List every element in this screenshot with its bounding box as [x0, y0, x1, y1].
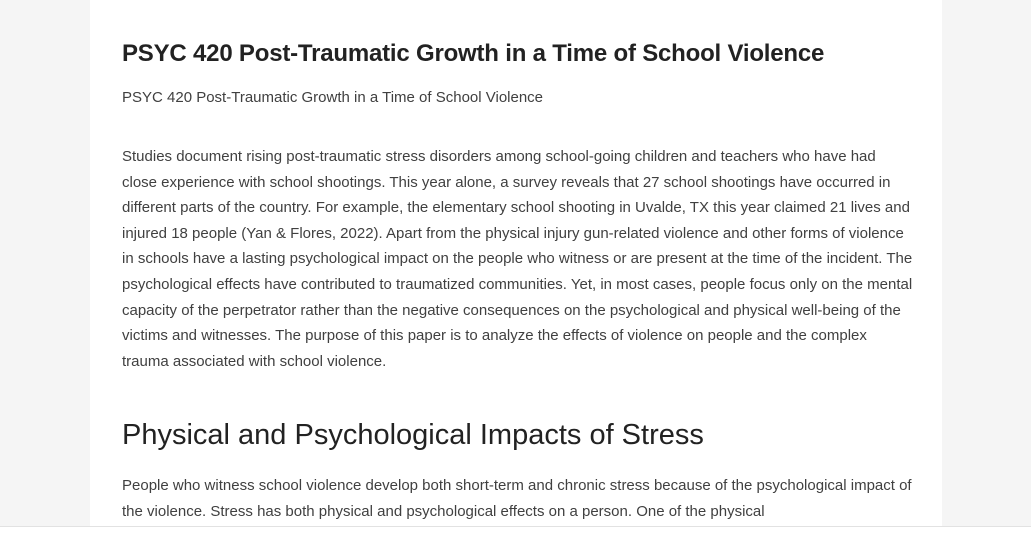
section-paragraph: People who witness school violence develop both short-term and chronic stress because of the psychological impact of the violence. Stress has both physical and psychological effects on a person. One of the physical: [122, 477, 912, 520]
article-title: PSYC 420 Post-Traumatic Growth in a Time of School Violence: [122, 40, 825, 67]
intro-paragraph: Studies document rising post-traumatic stress disorders among school-going children and teachers who have had close experience with school shootings. This year alone, a survey reveals that 27 school shootings have occurred in different parts of the country. For example, the elementary school shooting in Uvalde, TX this year claimed 21 lives and injured 18 people (Yan & Flores, 2022). Apart from the physical injury gun-related violence and other forms of violence in schools have a lasting psychological impact on the people who witness or are present at the time of the incident. The psychological effects have contributed to traumatized communities. Yet, in most cases, people focus only on the mental capacity of the perpetrator rather than the negative consequences on the psychological and physical well-being of the victims and witnesses. The purpose of this paper is to analyze the effects of violence on people and the complex trauma associated with school violence.: [122, 148, 913, 370]
bottom-bar: [0, 526, 1031, 537]
article-card: [90, 0, 942, 526]
article-subtitle: PSYC 420 Post-Traumatic Growth in a Time of School Violence: [122, 89, 544, 106]
section-heading: Physical and Psychological Impacts of Stress: [122, 419, 704, 451]
